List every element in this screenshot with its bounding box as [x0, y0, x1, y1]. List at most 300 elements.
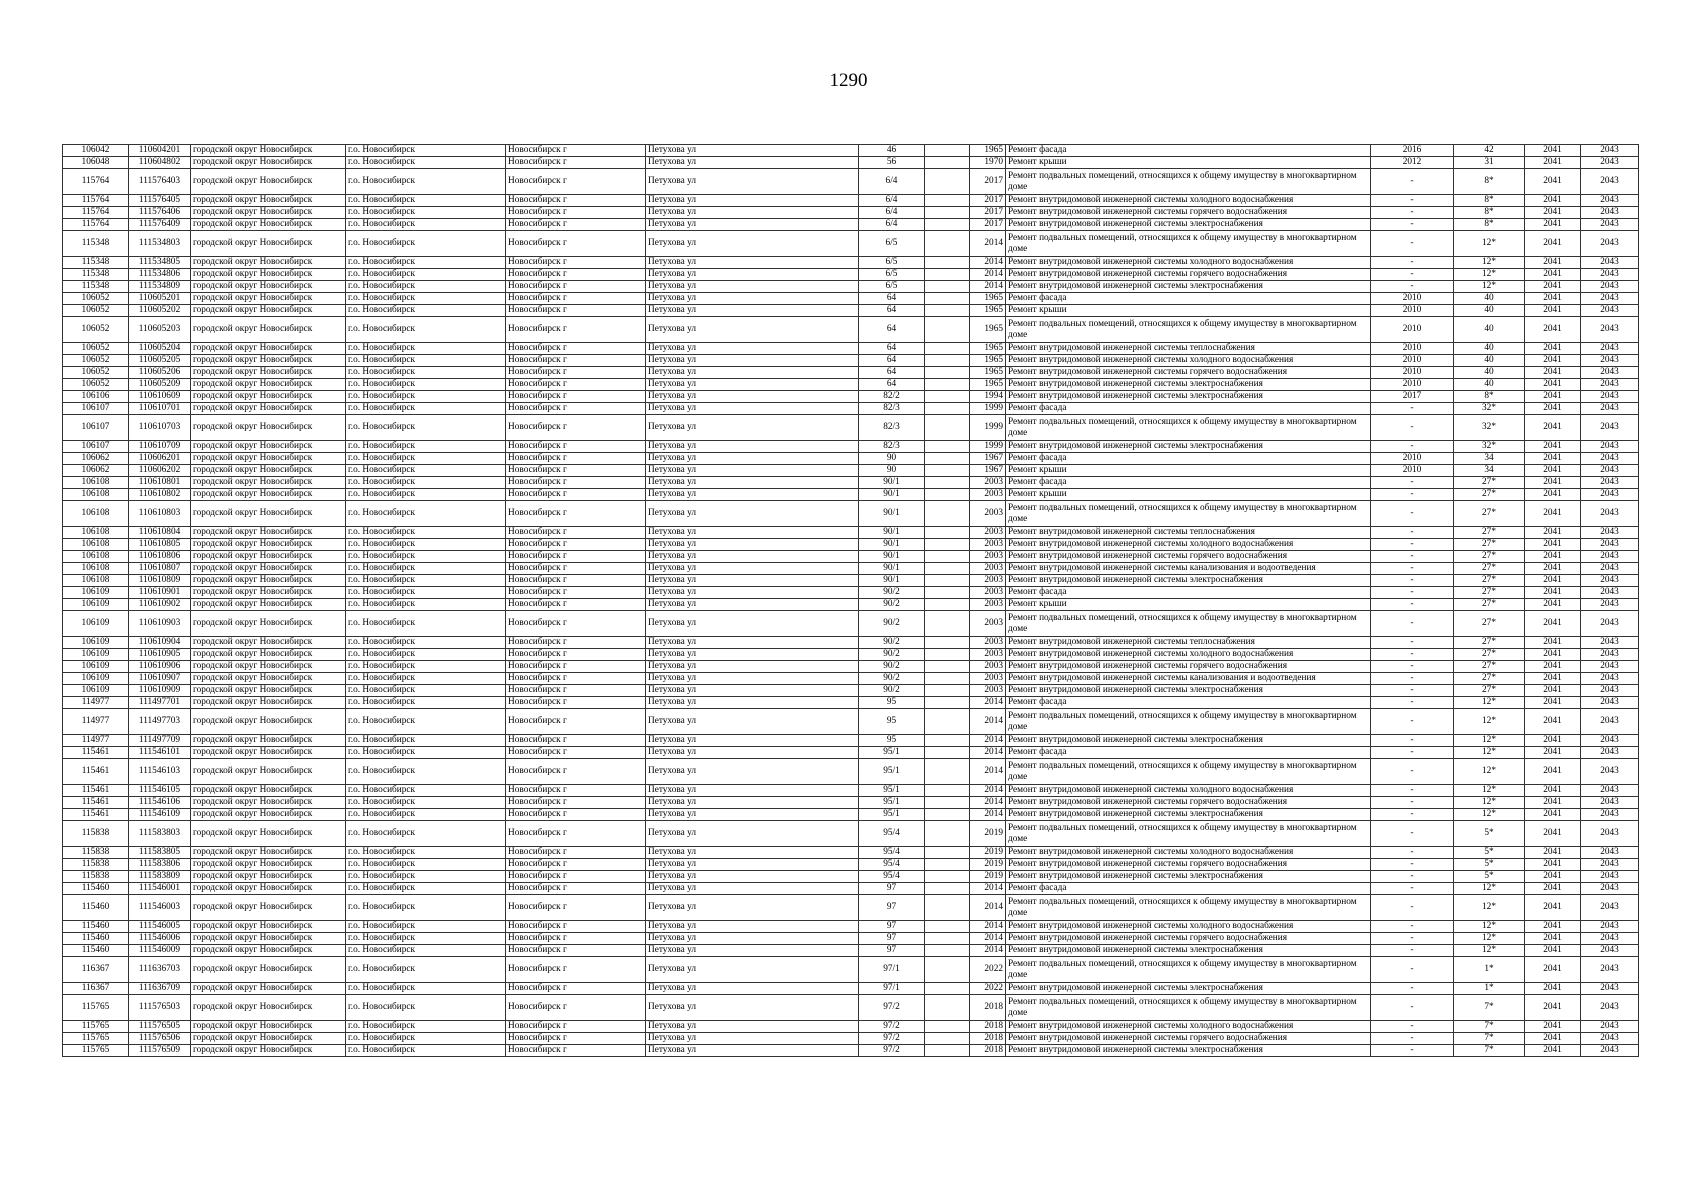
cell-street: Петухова ул	[646, 477, 859, 489]
cell-work-type: Ремонт внутридомовой инженерной системы электроснабжения	[1006, 735, 1371, 747]
table-row	[63, 995, 1639, 1021]
cell-plan-end: 2043	[1581, 995, 1639, 1021]
cell-house-number: 97/1	[859, 957, 925, 983]
cell-work-type: Ремонт внутридомовой инженерной системы канализования и водоотведения	[1006, 563, 1371, 575]
cell-house-number: 64	[859, 305, 925, 317]
cell-last-repair-year: -	[1371, 957, 1454, 983]
cell-plan-end: 2043	[1581, 611, 1639, 637]
cell-year-built: 2014	[970, 797, 1006, 809]
table-row	[63, 441, 1639, 453]
cell-plan-start: 2041	[1525, 281, 1581, 293]
cell-house-number: 90/1	[859, 575, 925, 587]
cell-municipality: городской округ Новосибирск	[191, 169, 346, 195]
cell-work-type: Ремонт внутридомовой инженерной системы электроснабжения	[1006, 685, 1371, 697]
cell-settlement: Новосибирск г	[506, 957, 646, 983]
cell-building	[925, 809, 970, 821]
cell-work-type: Ремонт фасада	[1006, 145, 1371, 157]
cell-last-repair-year: -	[1371, 575, 1454, 587]
cell-house-number: 97/2	[859, 1021, 925, 1033]
cell-wear: 12*	[1454, 921, 1525, 933]
cell-work-type: Ремонт внутридомовой инженерной системы электроснабжения	[1006, 983, 1371, 995]
cell-building	[925, 735, 970, 747]
cell-district: г.о. Новосибирск	[346, 527, 506, 539]
cell-building	[925, 379, 970, 391]
cell-settlement: Новосибирск г	[506, 379, 646, 391]
cell-year-built: 2019	[970, 859, 1006, 871]
cell-object-id: 111497701	[129, 697, 191, 709]
cell-plan-start: 2041	[1525, 871, 1581, 883]
cell-plan-end: 2043	[1581, 563, 1639, 575]
cell-plan-start: 2041	[1525, 489, 1581, 501]
cell-plan-start: 2041	[1525, 231, 1581, 257]
cell-object-id: 110606202	[129, 465, 191, 477]
table-row	[63, 1033, 1639, 1045]
cell-house-id: 106108	[63, 489, 129, 501]
table-row	[63, 759, 1639, 785]
cell-wear: 27*	[1454, 539, 1525, 551]
cell-settlement: Новосибирск г	[506, 611, 646, 637]
cell-work-type: Ремонт крыши	[1006, 305, 1371, 317]
cell-plan-start: 2041	[1525, 983, 1581, 995]
cell-object-id: 111534809	[129, 281, 191, 293]
cell-plan-start: 2041	[1525, 293, 1581, 305]
cell-district: г.о. Новосибирск	[346, 983, 506, 995]
cell-plan-start: 2041	[1525, 575, 1581, 587]
cell-settlement: Новосибирск г	[506, 305, 646, 317]
table-row	[63, 527, 1639, 539]
cell-house-number: 97/1	[859, 983, 925, 995]
cell-settlement: Новосибирск г	[506, 527, 646, 539]
cell-municipality: городской округ Новосибирск	[191, 649, 346, 661]
cell-plan-start: 2041	[1525, 415, 1581, 441]
cell-municipality: городской округ Новосибирск	[191, 871, 346, 883]
cell-work-type: Ремонт подвальных помещений, относящихся к общему имуществу в многоквартирном доме	[1006, 957, 1371, 983]
cell-settlement: Новосибирск г	[506, 933, 646, 945]
cell-settlement: Новосибирск г	[506, 661, 646, 673]
cell-last-repair-year: 2010	[1371, 317, 1454, 343]
cell-street: Петухова ул	[646, 637, 859, 649]
cell-house-number: 90/2	[859, 599, 925, 611]
page-number: 1290	[829, 70, 868, 91]
cell-plan-end: 2043	[1581, 945, 1639, 957]
cell-street: Петухова ул	[646, 575, 859, 587]
table-body	[63, 145, 1639, 1057]
cell-building	[925, 797, 970, 809]
cell-settlement: Новосибирск г	[506, 355, 646, 367]
cell-municipality: городской округ Новосибирск	[191, 995, 346, 1021]
cell-district: г.о. Новосибирск	[346, 859, 506, 871]
cell-house-number: 90/1	[859, 563, 925, 575]
cell-object-id: 110610809	[129, 575, 191, 587]
cell-plan-start: 2041	[1525, 465, 1581, 477]
cell-municipality: городской округ Новосибирск	[191, 637, 346, 649]
cell-district: г.о. Новосибирск	[346, 551, 506, 563]
cell-last-repair-year: -	[1371, 847, 1454, 859]
table-row	[63, 563, 1639, 575]
cell-settlement: Новосибирск г	[506, 551, 646, 563]
cell-plan-end: 2043	[1581, 343, 1639, 355]
cell-building	[925, 995, 970, 1021]
cell-year-built: 2014	[970, 735, 1006, 747]
cell-plan-start: 2041	[1525, 441, 1581, 453]
cell-building	[925, 821, 970, 847]
cell-year-built: 2014	[970, 945, 1006, 957]
cell-house-id: 106108	[63, 575, 129, 587]
cell-house-id: 106048	[63, 157, 129, 169]
table-row	[63, 797, 1639, 809]
cell-year-built: 1994	[970, 391, 1006, 403]
cell-last-repair-year: -	[1371, 859, 1454, 871]
cell-plan-end: 2043	[1581, 747, 1639, 759]
cell-plan-end: 2043	[1581, 145, 1639, 157]
cell-district: г.о. Новосибирск	[346, 1033, 506, 1045]
cell-last-repair-year: -	[1371, 195, 1454, 207]
cell-house-id: 106042	[63, 145, 129, 157]
cell-last-repair-year: -	[1371, 921, 1454, 933]
cell-house-number: 95/1	[859, 747, 925, 759]
cell-building	[925, 403, 970, 415]
cell-municipality: городской округ Новосибирск	[191, 983, 346, 995]
cell-street: Петухова ул	[646, 293, 859, 305]
cell-plan-end: 2043	[1581, 735, 1639, 747]
cell-plan-start: 2041	[1525, 933, 1581, 945]
cell-work-type: Ремонт внутридомовой инженерной системы горячего водоснабжения	[1006, 1033, 1371, 1045]
cell-settlement: Новосибирск г	[506, 1021, 646, 1033]
cell-municipality: городской округ Новосибирск	[191, 195, 346, 207]
cell-district: г.о. Новосибирск	[346, 945, 506, 957]
cell-wear: 12*	[1454, 697, 1525, 709]
cell-last-repair-year: -	[1371, 661, 1454, 673]
cell-house-id: 115348	[63, 257, 129, 269]
cell-plan-start: 2041	[1525, 945, 1581, 957]
cell-year-built: 2014	[970, 231, 1006, 257]
cell-wear: 27*	[1454, 489, 1525, 501]
cell-municipality: городской округ Новосибирск	[191, 611, 346, 637]
cell-plan-start: 2041	[1525, 207, 1581, 219]
table-row	[63, 219, 1639, 231]
cell-street: Петухова ул	[646, 883, 859, 895]
cell-street: Петухова ул	[646, 587, 859, 599]
cell-house-number: 97	[859, 883, 925, 895]
cell-last-repair-year: 2012	[1371, 157, 1454, 169]
cell-plan-start: 2041	[1525, 1045, 1581, 1057]
cell-municipality: городской округ Новосибирск	[191, 415, 346, 441]
cell-work-type: Ремонт крыши	[1006, 157, 1371, 169]
cell-object-id: 110610903	[129, 611, 191, 637]
table-row	[63, 957, 1639, 983]
table-row	[63, 1045, 1639, 1057]
cell-house-number: 64	[859, 317, 925, 343]
cell-object-id: 111546009	[129, 945, 191, 957]
cell-district: г.о. Новосибирск	[346, 195, 506, 207]
cell-settlement: Новосибирск г	[506, 821, 646, 847]
cell-settlement: Новосибирск г	[506, 157, 646, 169]
cell-settlement: Новосибирск г	[506, 797, 646, 809]
cell-house-id: 115764	[63, 219, 129, 231]
cell-work-type: Ремонт внутридомовой инженерной системы теплоснабжения	[1006, 527, 1371, 539]
cell-plan-end: 2043	[1581, 465, 1639, 477]
cell-work-type: Ремонт подвальных помещений, относящихся к общему имуществу в многоквартирном доме	[1006, 611, 1371, 637]
cell-last-repair-year: -	[1371, 563, 1454, 575]
cell-house-number: 95/1	[859, 785, 925, 797]
cell-year-built: 2003	[970, 551, 1006, 563]
cell-street: Петухова ул	[646, 501, 859, 527]
cell-plan-end: 2043	[1581, 207, 1639, 219]
cell-last-repair-year: -	[1371, 697, 1454, 709]
cell-work-type: Ремонт внутридомовой инженерной системы электроснабжения	[1006, 871, 1371, 883]
cell-plan-start: 2041	[1525, 735, 1581, 747]
cell-work-type: Ремонт внутридомовой инженерной системы электроснабжения	[1006, 219, 1371, 231]
cell-district: г.о. Новосибирск	[346, 933, 506, 945]
cell-house-number: 95/4	[859, 871, 925, 883]
cell-last-repair-year: -	[1371, 441, 1454, 453]
cell-wear: 27*	[1454, 527, 1525, 539]
cell-house-number: 90/2	[859, 587, 925, 599]
cell-street: Петухова ул	[646, 661, 859, 673]
cell-wear: 12*	[1454, 809, 1525, 821]
cell-house-id: 115348	[63, 281, 129, 293]
cell-municipality: городской округ Новосибирск	[191, 859, 346, 871]
cell-district: г.о. Новосибирск	[346, 293, 506, 305]
cell-wear: 40	[1454, 343, 1525, 355]
cell-wear: 40	[1454, 355, 1525, 367]
cell-house-number: 6/5	[859, 231, 925, 257]
cell-street: Петухова ул	[646, 219, 859, 231]
cell-municipality: городской округ Новосибирск	[191, 945, 346, 957]
cell-house-number: 95/1	[859, 809, 925, 821]
cell-house-number: 82/3	[859, 403, 925, 415]
cell-year-built: 2014	[970, 883, 1006, 895]
cell-settlement: Новосибирск г	[506, 859, 646, 871]
cell-plan-end: 2043	[1581, 169, 1639, 195]
cell-plan-start: 2041	[1525, 367, 1581, 379]
cell-house-number: 95	[859, 709, 925, 735]
cell-district: г.о. Новосибирск	[346, 219, 506, 231]
cell-object-id: 110610905	[129, 649, 191, 661]
cell-house-number: 95/1	[859, 759, 925, 785]
cell-plan-start: 2041	[1525, 1033, 1581, 1045]
cell-municipality: городской округ Новосибирск	[191, 735, 346, 747]
cell-work-type: Ремонт крыши	[1006, 465, 1371, 477]
cell-municipality: городской округ Новосибирск	[191, 759, 346, 785]
cell-house-number: 6/4	[859, 207, 925, 219]
table-row	[63, 157, 1639, 169]
cell-object-id: 110610909	[129, 685, 191, 697]
cell-house-number: 97/2	[859, 995, 925, 1021]
cell-municipality: городской округ Новосибирск	[191, 1045, 346, 1057]
cell-municipality: городской округ Новосибирск	[191, 465, 346, 477]
cell-house-id: 106109	[63, 599, 129, 611]
cell-object-id: 111636709	[129, 983, 191, 995]
cell-plan-end: 2043	[1581, 489, 1639, 501]
cell-wear: 12*	[1454, 231, 1525, 257]
cell-municipality: городской округ Новосибирск	[191, 305, 346, 317]
capital-repair-table	[62, 144, 1639, 1057]
cell-work-type: Ремонт внутридомовой инженерной системы электроснабжения	[1006, 1045, 1371, 1057]
cell-last-repair-year: -	[1371, 1045, 1454, 1057]
table-row	[63, 859, 1639, 871]
cell-plan-end: 2043	[1581, 231, 1639, 257]
cell-plan-end: 2043	[1581, 661, 1639, 673]
cell-municipality: городской округ Новосибирск	[191, 821, 346, 847]
cell-object-id: 110610803	[129, 501, 191, 527]
cell-year-built: 2022	[970, 983, 1006, 995]
cell-district: г.о. Новосибирск	[346, 403, 506, 415]
cell-object-id: 111583809	[129, 871, 191, 883]
cell-year-built: 2003	[970, 599, 1006, 611]
cell-building	[925, 317, 970, 343]
cell-year-built: 2003	[970, 587, 1006, 599]
cell-object-id: 110605204	[129, 343, 191, 355]
cell-settlement: Новосибирск г	[506, 945, 646, 957]
table-row	[63, 379, 1639, 391]
cell-district: г.о. Новосибирск	[346, 281, 506, 293]
cell-settlement: Новосибирск г	[506, 847, 646, 859]
cell-work-type: Ремонт внутридомовой инженерной системы электроснабжения	[1006, 809, 1371, 821]
table-row	[63, 921, 1639, 933]
cell-year-built: 2003	[970, 563, 1006, 575]
cell-work-type: Ремонт внутридомовой инженерной системы холодного водоснабжения	[1006, 1021, 1371, 1033]
cell-year-built: 2019	[970, 821, 1006, 847]
cell-last-repair-year: -	[1371, 169, 1454, 195]
cell-district: г.о. Новосибирск	[346, 759, 506, 785]
cell-building	[925, 195, 970, 207]
cell-last-repair-year: -	[1371, 637, 1454, 649]
cell-work-type: Ремонт фасада	[1006, 747, 1371, 759]
cell-district: г.о. Новосибирск	[346, 1021, 506, 1033]
cell-settlement: Новосибирск г	[506, 367, 646, 379]
cell-plan-end: 2043	[1581, 219, 1639, 231]
cell-house-number: 90/2	[859, 685, 925, 697]
cell-street: Петухова ул	[646, 797, 859, 809]
cell-house-id: 106109	[63, 673, 129, 685]
cell-district: г.о. Новосибирск	[346, 709, 506, 735]
cell-plan-end: 2043	[1581, 587, 1639, 599]
cell-plan-end: 2043	[1581, 637, 1639, 649]
cell-building	[925, 847, 970, 859]
cell-plan-end: 2043	[1581, 527, 1639, 539]
cell-building	[925, 207, 970, 219]
cell-last-repair-year: -	[1371, 821, 1454, 847]
cell-building	[925, 599, 970, 611]
cell-plan-start: 2041	[1525, 611, 1581, 637]
cell-house-id: 115461	[63, 797, 129, 809]
table-row	[63, 317, 1639, 343]
cell-house-id: 114977	[63, 697, 129, 709]
table-row	[63, 453, 1639, 465]
cell-building	[925, 685, 970, 697]
cell-plan-end: 2043	[1581, 983, 1639, 995]
cell-work-type: Ремонт подвальных помещений, относящихся к общему имуществу в многоквартирном доме	[1006, 501, 1371, 527]
cell-building	[925, 465, 970, 477]
cell-work-type: Ремонт внутридомовой инженерной системы холодного водоснабжения	[1006, 257, 1371, 269]
cell-street: Петухова ул	[646, 611, 859, 637]
cell-last-repair-year: -	[1371, 207, 1454, 219]
cell-house-id: 115765	[63, 1033, 129, 1045]
cell-year-built: 1965	[970, 379, 1006, 391]
cell-building	[925, 391, 970, 403]
table-row	[63, 367, 1639, 379]
cell-year-built: 2003	[970, 685, 1006, 697]
cell-plan-end: 2043	[1581, 415, 1639, 441]
cell-street: Петухова ул	[646, 859, 859, 871]
cell-house-id: 106052	[63, 293, 129, 305]
cell-wear: 8*	[1454, 391, 1525, 403]
cell-building	[925, 921, 970, 933]
cell-work-type: Ремонт внутридомовой инженерной системы горячего водоснабжения	[1006, 269, 1371, 281]
cell-plan-end: 2043	[1581, 305, 1639, 317]
cell-wear: 40	[1454, 379, 1525, 391]
cell-municipality: городской округ Новосибирск	[191, 231, 346, 257]
cell-last-repair-year: -	[1371, 945, 1454, 957]
cell-last-repair-year: 2010	[1371, 465, 1454, 477]
cell-plan-end: 2043	[1581, 797, 1639, 809]
cell-work-type: Ремонт внутридомовой инженерной системы горячего водоснабжения	[1006, 551, 1371, 563]
cell-year-built: 2003	[970, 575, 1006, 587]
cell-settlement: Новосибирск г	[506, 599, 646, 611]
cell-object-id: 110610904	[129, 637, 191, 649]
cell-plan-end: 2043	[1581, 1021, 1639, 1033]
table-row	[63, 403, 1639, 415]
cell-house-number: 90	[859, 453, 925, 465]
cell-year-built: 2014	[970, 895, 1006, 921]
cell-settlement: Новосибирск г	[506, 269, 646, 281]
cell-street: Петухова ул	[646, 145, 859, 157]
cell-building	[925, 759, 970, 785]
cell-house-number: 97	[859, 895, 925, 921]
table-row	[63, 281, 1639, 293]
cell-plan-start: 2041	[1525, 957, 1581, 983]
cell-plan-start: 2041	[1525, 145, 1581, 157]
cell-last-repair-year: -	[1371, 269, 1454, 281]
cell-building	[925, 895, 970, 921]
cell-plan-start: 2041	[1525, 587, 1581, 599]
cell-municipality: городской округ Новосибирск	[191, 453, 346, 465]
cell-last-repair-year: -	[1371, 995, 1454, 1021]
cell-year-built: 2014	[970, 809, 1006, 821]
cell-settlement: Новосибирск г	[506, 895, 646, 921]
cell-wear: 40	[1454, 367, 1525, 379]
cell-object-id: 111583806	[129, 859, 191, 871]
cell-object-id: 111497709	[129, 735, 191, 747]
cell-wear: 27*	[1454, 599, 1525, 611]
table-row	[63, 785, 1639, 797]
cell-object-id: 111534806	[129, 269, 191, 281]
cell-house-id: 115838	[63, 871, 129, 883]
cell-district: г.о. Новосибирск	[346, 697, 506, 709]
table-row	[63, 747, 1639, 759]
cell-building	[925, 477, 970, 489]
cell-object-id: 110610802	[129, 489, 191, 501]
cell-house-number: 64	[859, 293, 925, 305]
cell-building	[925, 367, 970, 379]
cell-district: г.о. Новосибирск	[346, 379, 506, 391]
cell-municipality: городской округ Новосибирск	[191, 797, 346, 809]
cell-municipality: городской округ Новосибирск	[191, 441, 346, 453]
cell-municipality: городской округ Новосибирск	[191, 697, 346, 709]
cell-work-type: Ремонт внутридомовой инженерной системы горячего водоснабжения	[1006, 661, 1371, 673]
cell-object-id: 110610907	[129, 673, 191, 685]
cell-municipality: городской округ Новосибирск	[191, 281, 346, 293]
table-row	[63, 477, 1639, 489]
cell-year-built: 1965	[970, 145, 1006, 157]
cell-plan-start: 2041	[1525, 477, 1581, 489]
cell-last-repair-year: -	[1371, 587, 1454, 599]
cell-municipality: городской округ Новосибирск	[191, 895, 346, 921]
cell-object-id: 110605203	[129, 317, 191, 343]
cell-house-id: 106109	[63, 611, 129, 637]
cell-building	[925, 563, 970, 575]
